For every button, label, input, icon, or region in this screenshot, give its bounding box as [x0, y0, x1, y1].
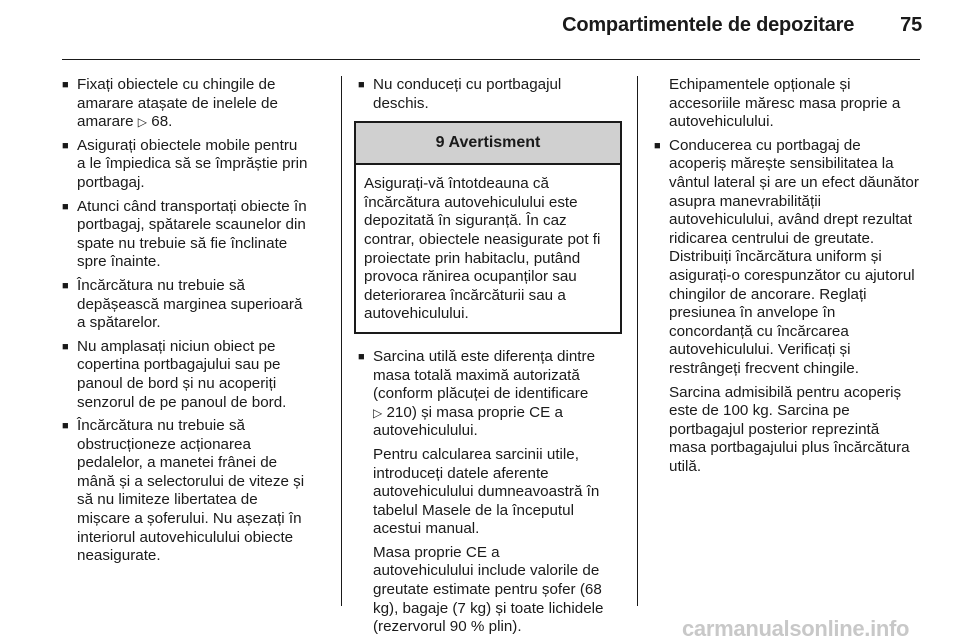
bullet-square-icon: ■	[62, 279, 69, 292]
bullet-square-icon: ■	[62, 200, 69, 213]
list-item: ■ Nu conduceți cu portbagajul deschis.	[358, 76, 562, 112]
warning-triangle-icon: 9	[435, 133, 445, 151]
column-1	[62, 76, 308, 571]
warning-header	[356, 123, 620, 165]
warning-text: Asigurați-vă întotdeauna că încărcătura autovehiculului este depozitată în siguranță. În caz contrar, obiectele neasigurate pot fi proiectate prin habitaclu, putând provoca rănirea ocupanților sau deteriorarea încărcăturii sau a autovehiculului.	[364, 175, 601, 323]
bullet-square-icon: ■	[358, 79, 365, 91]
bullet-square-icon: ■	[62, 420, 69, 433]
bullet-square-icon: ■	[62, 139, 69, 152]
list-item: ■ Încărcătura nu trebuie să obstrucționeze acționarea pedalelor, a manetei frânei de mână și a selectorului de viteze și să nu limiteze libertatea de mișcare a șoferului. Nu așezați în interiorul autovehiculului obiecte neasigurate.	[62, 417, 305, 565]
list-item: ■ Încărcătura nu trebuie să depășească marginea superioară a spătarelor.	[62, 276, 303, 332]
page-ref[interactable]: 210	[386, 403, 412, 421]
column-3	[654, 76, 920, 481]
warning-title: Avertisment	[448, 133, 541, 151]
header-rule	[62, 59, 920, 60]
paragraph: Echipamentele opționale și accesoriile măresc masa proprie a autovehiculului.	[669, 76, 901, 131]
list-item: ■ Conducerea cu portbagaj de acoperiș mărește sensibilitatea la vântul lateral și are un efect dăunător asupra manevrabilității autovehiculului, având drept rezultat ridicarea centrului de greutate. Distribuiți încărcătura uniform și asigurați-o corespunzător cu ajutorul chingilor de ancorare. Reglați presiunea în anvelope în concordanță cu încărcarea autovehiculului. Verificați și restrângeți frecvent chingile.	[654, 136, 919, 377]
column-divider	[341, 76, 342, 606]
paragraph: Masa proprie CE a autovehiculului include valorile de greutate estimate pentru șofer (68 kg), bagaje (7 kg) și toate lichidele (rezervorul 90 % plin).	[373, 543, 604, 636]
list-item: ■ Sarcina utilă este diferența dintre masa totală maximă autorizată (conform plăcuței de identificare ▷ 210) și masa proprie CE a autovehiculului.	[358, 347, 596, 440]
bullet-square-icon: ■	[62, 340, 69, 353]
paragraph: Sarcina admisibilă pentru acoperiș este de 100 kg. Sarcina pe portbagajul posterior reprezintă masa portbagajului plus încărcătura utilă.	[669, 383, 910, 475]
page-ref[interactable]: 68	[151, 113, 169, 131]
warning-box	[354, 121, 622, 334]
list-item: ■ Nu amplasați niciun obiect pe copertina portbagajului sau pe panoul de bord și nu acoperiți senzorul de pe panoul de bord.	[62, 337, 287, 411]
page-title: Compartimentele de depozitare	[562, 14, 855, 36]
list-item: ■ Fixați obiectele cu chingile de amarare atașate de inelele de amarare ▷ 68.	[62, 76, 278, 131]
list-item: ■ Asigurați obiectele mobile pentru a le împiedica să se împrăștie prin portbagaj.	[62, 136, 308, 191]
bullet-square-icon: ■	[358, 350, 365, 363]
paragraph: Pentru calcularea sarcinii utile, introduceți datele aferente autovehiculului dumneavoastră în tabelul Masele de la începutul acestui manual.	[373, 445, 600, 538]
page-header	[562, 14, 922, 37]
page-number: 75	[900, 14, 922, 36]
bullet-square-icon: ■	[654, 139, 661, 152]
page-ref-arrow-icon: ▷	[137, 115, 148, 130]
column-divider	[637, 76, 638, 606]
page-ref-arrow-icon: ▷	[373, 405, 383, 420]
watermark: carmanualsonline.info	[682, 616, 910, 641]
column-2	[358, 76, 604, 642]
bullet-square-icon: ■	[62, 79, 69, 91]
list-item: ■ Atunci când transportați obiecte în portbagaj, spătarele scaunelor din spate nu trebuie să fie înclinate spre înainte.	[62, 197, 307, 271]
